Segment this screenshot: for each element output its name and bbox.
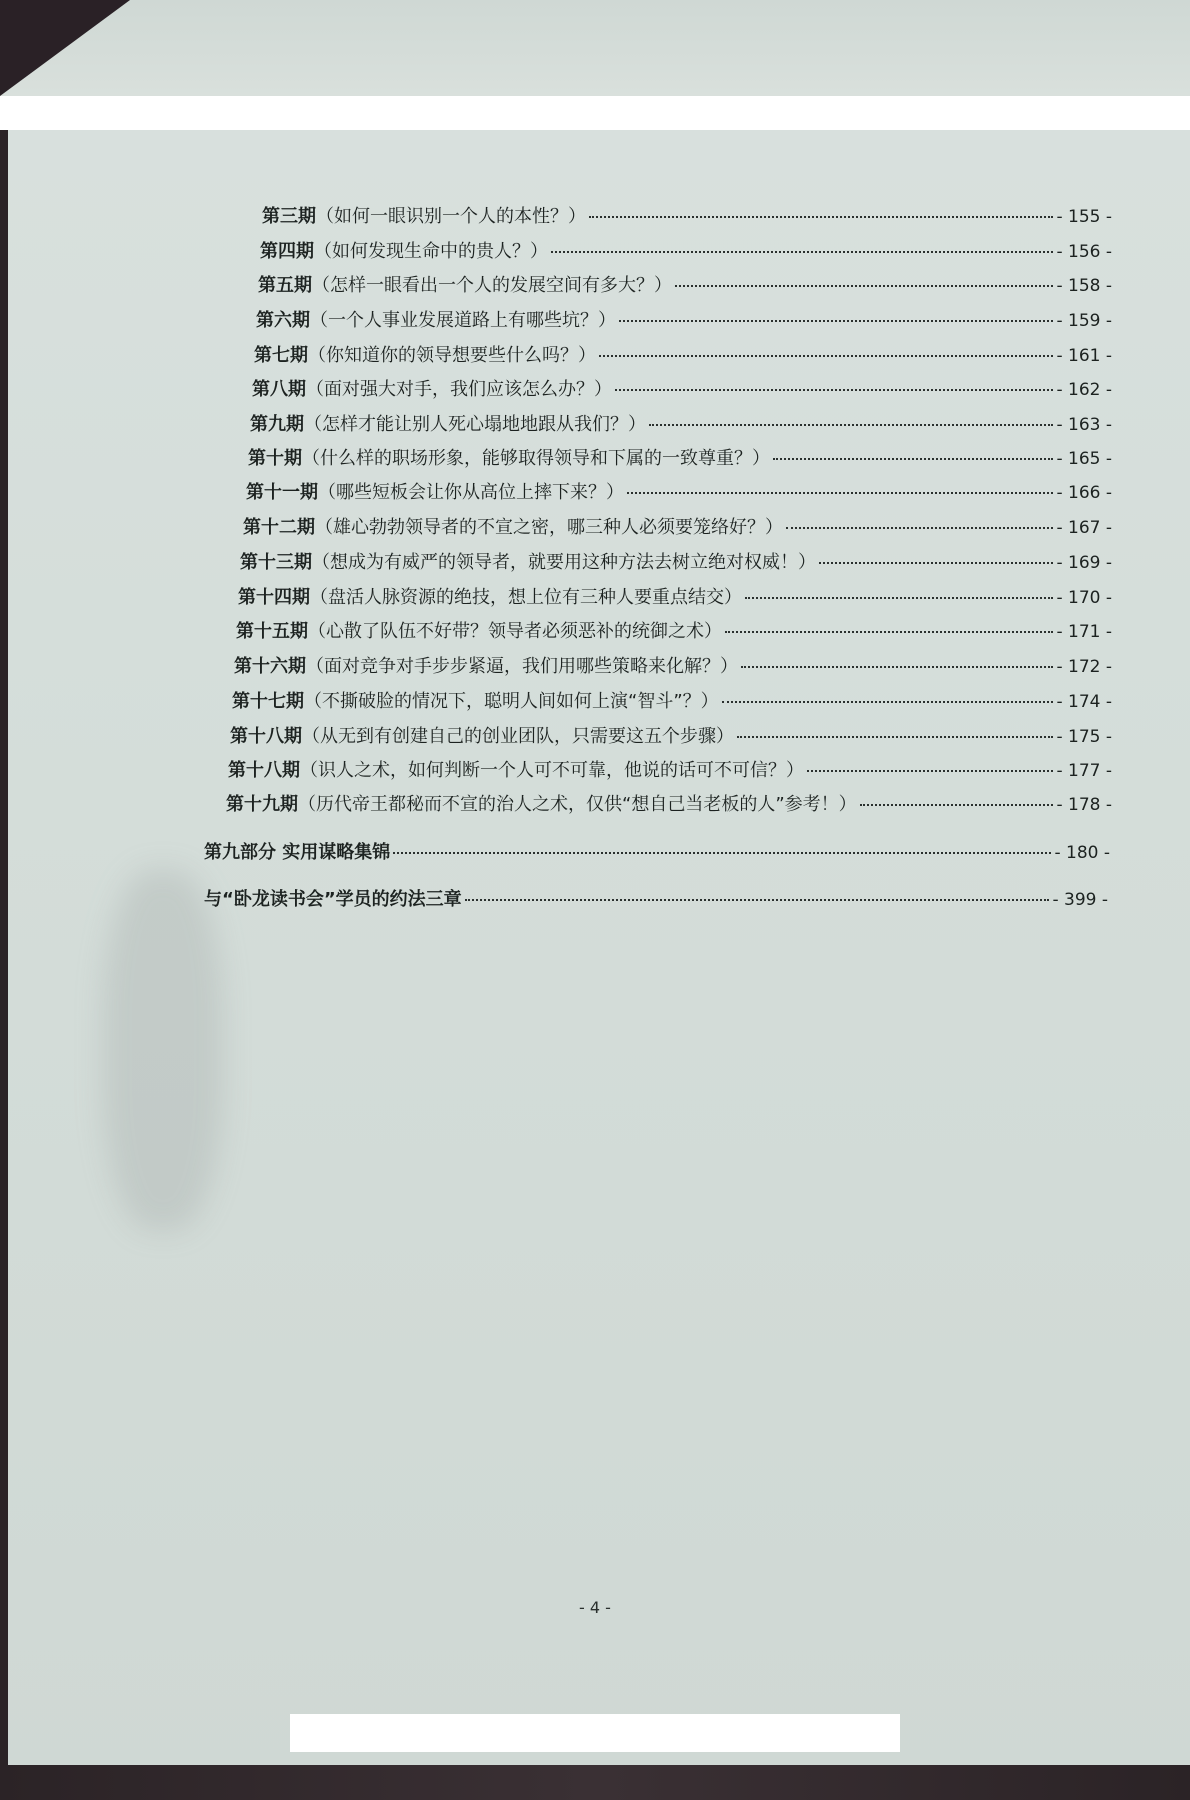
toc-entry-subtitle: （面对竞争对手步步紧逼，我们用哪些策略来化解？） [306, 656, 738, 677]
toc-entry-title: 第三期 [262, 206, 316, 227]
toc-entry-title: 第十三期 [240, 552, 312, 573]
leader-dots [741, 666, 1053, 668]
toc-entry-title: 第十八期 [230, 726, 302, 747]
dark-corner [0, 0, 130, 96]
toc-entry[interactable] [228, 756, 1112, 782]
toc-entry-page: - 171 - [1056, 622, 1112, 642]
leader-dots [465, 899, 1050, 901]
toc-part-title: 与“卧龙读书会”学员的约法三章 [204, 889, 462, 910]
leader-dots [807, 770, 1053, 772]
page-number: - 4 - [579, 1598, 611, 1617]
toc-entry[interactable] [250, 410, 1112, 436]
leader-dots [786, 527, 1053, 529]
toc-part-page: - 180 - [1054, 843, 1110, 863]
toc-entry-title: 第十六期 [234, 656, 306, 677]
toc-entry-title: 第十四期 [238, 587, 310, 608]
leader-dots [589, 216, 1053, 218]
toc-entry-title: 第十八期 [228, 760, 300, 781]
toc-entry-subtitle: （如何发现生命中的贵人？） [314, 241, 548, 262]
toc-entry[interactable] [256, 306, 1112, 332]
toc-entry-page: - 177 - [1056, 761, 1112, 781]
toc-entry[interactable] [246, 478, 1112, 504]
toc-entry-subtitle: （雄心勃勃领导者的不宣之密，哪三种人必须要笼络好？） [315, 517, 783, 538]
leader-dots [737, 736, 1053, 738]
leader-dots [615, 389, 1053, 391]
toc-entry-subtitle: （从无到有创建自己的创业团队，只需要这五个步骤） [302, 726, 734, 747]
toc-entry-subtitle: （心散了队伍不好带？领导者必须恶补的统御之术） [308, 621, 722, 642]
toc-entry-page: - 169 - [1056, 553, 1112, 573]
toc-entry-subtitle: （哪些短板会让你从高位上摔下来？） [318, 482, 624, 503]
toc-entry-title: 第十七期 [232, 691, 304, 712]
toc-entry-subtitle: （一个人事业发展道路上有哪些坑？） [310, 310, 616, 331]
toc-entry-subtitle: （识人之术，如何判断一个人可不可靠，他说的话可不可信？） [300, 760, 804, 781]
white-band [0, 96, 1190, 130]
toc-entry-title: 第十二期 [243, 517, 315, 538]
leader-dots [627, 492, 1053, 494]
leader-dots [649, 424, 1053, 426]
leader-dots [722, 701, 1054, 703]
leader-dots [745, 597, 1053, 599]
toc-entry[interactable] [254, 341, 1112, 367]
toc-entry[interactable] [260, 237, 1112, 263]
toc-entry-subtitle: （什么样的职场形象，能够取得领导和下属的一致尊重？） [302, 448, 770, 469]
toc-entry-title: 第七期 [254, 345, 308, 366]
toc-entry-page: - 162 - [1056, 380, 1112, 400]
toc-entry-subtitle: （怎样才能让别人死心塌地地跟从我们？） [304, 414, 646, 435]
toc-entry-page: - 163 - [1056, 415, 1112, 435]
toc-entry-page: - 172 - [1056, 657, 1112, 677]
leader-dots [551, 251, 1053, 253]
toc-entry[interactable] [243, 513, 1112, 539]
toc-entry-title: 第六期 [256, 310, 310, 331]
toc-entry-subtitle: （不撕破脸的情况下，聪明人间如何上演“智斗”？） [304, 691, 719, 712]
toc-entry[interactable] [262, 202, 1112, 228]
toc-entry-subtitle: （面对强大对手，我们应该怎么办？） [306, 379, 612, 400]
toc-entry-title: 第九期 [250, 414, 304, 435]
toc-entry-title: 第四期 [260, 241, 314, 262]
page-shadow [103, 870, 223, 1230]
toc-entry[interactable] [248, 444, 1112, 470]
toc-entry-page: - 158 - [1056, 276, 1112, 296]
toc-entry-subtitle: （你知道你的领导想要些什么吗？） [308, 345, 596, 366]
white-label-strip [290, 1714, 900, 1752]
toc-entry-subtitle: （历代帝王都秘而不宣的治人之术，仅供“想自己当老板的人”参考！） [298, 794, 857, 815]
toc-entry-subtitle: （怎样一眼看出一个人的发展空间有多大？） [312, 275, 672, 296]
toc-entry-title: 第八期 [252, 379, 306, 400]
toc-entry[interactable] [230, 722, 1112, 748]
toc-entry-page: - 165 - [1056, 449, 1112, 469]
toc-entry[interactable] [252, 375, 1112, 401]
toc-part[interactable] [204, 885, 1108, 911]
toc-part-page: - 399 - [1052, 890, 1108, 910]
leader-dots [675, 285, 1053, 287]
toc-entry-page: - 175 - [1056, 727, 1112, 747]
leader-dots [393, 852, 1051, 854]
toc-entry-title: 第十一期 [246, 482, 318, 503]
toc-entry-title: 第十期 [248, 448, 302, 469]
toc-entry-page: - 155 - [1056, 207, 1112, 227]
toc-entry[interactable] [236, 617, 1112, 643]
toc-entry-page: - 170 - [1056, 588, 1112, 608]
dark-bottom-band [0, 1765, 1190, 1800]
leader-dots [599, 355, 1053, 357]
toc-entry[interactable] [234, 652, 1112, 678]
toc-entry-subtitle: （想成为有威严的领导者，就要用这种方法去树立绝对权威！） [312, 552, 816, 573]
toc-entry-page: - 178 - [1056, 795, 1112, 815]
toc-entry[interactable] [238, 583, 1112, 609]
toc-entry-page: - 166 - [1056, 483, 1112, 503]
leader-dots [860, 804, 1054, 806]
leader-dots [725, 631, 1053, 633]
toc-part[interactable] [204, 838, 1110, 864]
leader-dots [619, 320, 1053, 322]
toc-entry[interactable] [226, 790, 1112, 816]
toc-entry-page: - 156 - [1056, 242, 1112, 262]
toc-entry-page: - 174 - [1056, 692, 1112, 712]
toc-entry-title: 第五期 [258, 275, 312, 296]
toc-entry-page: - 167 - [1056, 518, 1112, 538]
toc-entry[interactable] [258, 271, 1112, 297]
toc-entry-page: - 161 - [1056, 346, 1112, 366]
toc-entry-title: 第十九期 [226, 794, 298, 815]
toc-entry-page: - 159 - [1056, 311, 1112, 331]
toc-entry[interactable] [240, 548, 1112, 574]
toc-entry-subtitle: （盘活人脉资源的绝技，想上位有三种人要重点结交） [310, 587, 742, 608]
leader-dots [819, 562, 1053, 564]
toc-part-title: 第九部分 实用谋略集锦 [204, 842, 391, 863]
toc-entry[interactable] [232, 687, 1112, 713]
toc-entry-subtitle: （如何一眼识别一个人的本性？） [316, 206, 586, 227]
leader-dots [773, 458, 1053, 460]
previous-page-strip [0, 0, 1190, 96]
toc-entry-title: 第十五期 [236, 621, 308, 642]
